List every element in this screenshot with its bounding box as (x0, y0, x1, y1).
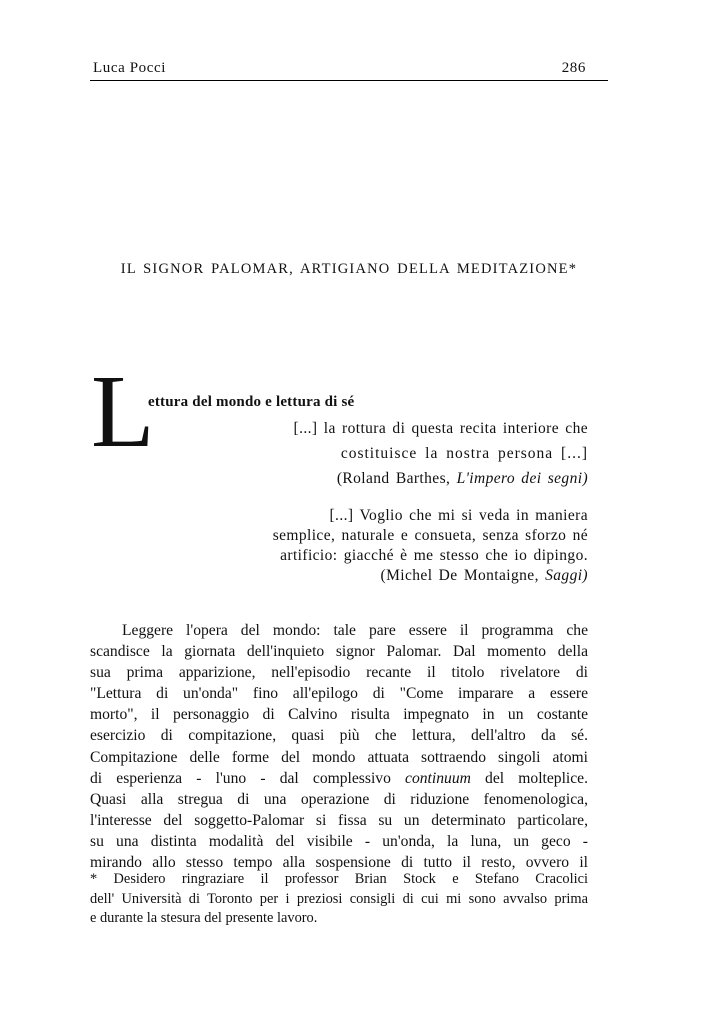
attribution-author: (Michel De Montaigne, (380, 567, 546, 584)
epigraph-barthes (294, 416, 588, 491)
body-line: l'interesse del soggetto-Palomar si fissa su un determinato particolare, (90, 811, 588, 829)
epigraph-attribution (294, 466, 588, 491)
attribution-author: (Roland Barthes, (336, 470, 457, 487)
body-line: "Lettura di un'onda" fino all'epilogo di "Come imparare a essere (90, 685, 588, 703)
footnote-line: dell' Università di Toronto per i preziosi consigli di cui mi sono avvalso prima (90, 890, 588, 907)
epigraph-line: [...] la rottura di questa recita interiore che (293, 420, 588, 437)
body-line: morto", il personaggio di Calvino risulta impegnato in un costante (90, 706, 588, 724)
body-line (90, 768, 588, 789)
body-line: Quasi alla stregua di una operazione di riduzione fenomenologica, (90, 790, 588, 808)
body-text-run: di esperienza - l'uno - dal complessivo (90, 769, 406, 787)
section-heading: ettura del mondo e lettura di sé (148, 394, 355, 410)
article-title: IL SIGNOR PALOMAR, ARTIGIANO DELLA MEDITAZIONE* (120, 261, 578, 277)
drop-cap: L (91, 354, 155, 469)
footnote-line: e durante la stesura del presente lavoro. (90, 910, 318, 926)
body-line: Leggere l'opera del mondo: tale pare essere il programma che (122, 622, 588, 639)
italic-term: continuum (405, 769, 471, 787)
body-line: scandisce la giornata dell'inquieto signor Palomar. Dal momento della (90, 643, 588, 661)
body-line: mirando allo stesso tempo alla sospensione di tutto il resto, ovvero il (90, 854, 588, 872)
epigraph-line: semplice, naturale e consueta, senza sforzo né (272, 527, 588, 544)
epigraph-attribution (273, 566, 588, 586)
attribution-work: Saggi) (545, 567, 588, 584)
body-line: sua prima apparizione, nell'episodio recante il titolo rivelatore di (90, 664, 588, 682)
epigraph-line: artificio: giacché è me stesso che io dipingo. (280, 547, 588, 564)
running-head (90, 60, 608, 81)
epigraph-line: [...] Voglio che mi si veda in maniera (329, 507, 588, 524)
epigraph-line: costituisce la nostra persona [...] (340, 445, 588, 462)
footnote-line: * Desidero ringraziare il professor Brian Stock e Stefano Cracolici (90, 871, 588, 887)
body-line: Compitazione delle forme del mondo attuata sottraendo singoli atomi (90, 748, 588, 766)
attribution-work: L'impero dei segni) (456, 470, 588, 487)
epigraph-montaigne (273, 506, 588, 586)
body-text-run: del molteplice. (470, 769, 588, 787)
page-number: 286 (561, 60, 586, 76)
body-line: su una distinta modalità del visibile - un'onda, la luna, un geco - (90, 832, 588, 850)
body-line: esercizio di compitazione, quasi più che lettura, dell'altro da sé. (90, 727, 588, 745)
running-head-author: Luca Pocci (93, 60, 167, 76)
footnote (90, 870, 588, 929)
body-paragraph (90, 620, 588, 873)
